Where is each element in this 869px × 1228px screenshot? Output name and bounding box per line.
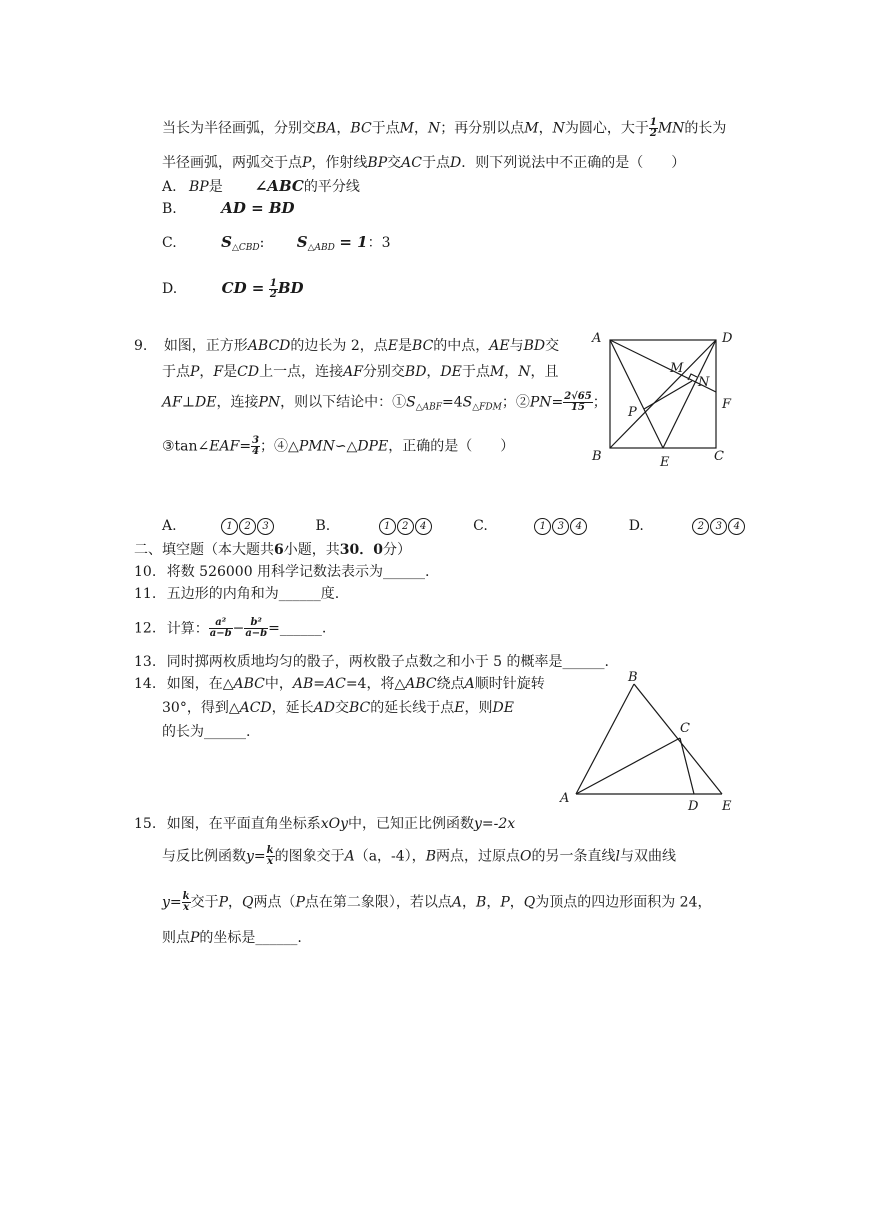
- math: ∠ABC: [254, 177, 304, 195]
- q9-line2: [162, 362, 558, 382]
- text: 与: [509, 338, 524, 354]
- question-number: 14.: [134, 676, 157, 692]
- text: N: [518, 364, 531, 380]
- text: PMN: [298, 438, 335, 455]
- math: △FDM: [472, 402, 502, 413]
- q14-line1: [134, 674, 545, 694]
- label-a: A: [592, 331, 602, 346]
- text: 如图，在△: [166, 676, 234, 692]
- label-e: E: [722, 799, 732, 813]
- text: ；②: [501, 394, 530, 411]
- text: P: [190, 364, 200, 380]
- text: 的另一条直线: [531, 848, 616, 865]
- text: ，作射线: [311, 155, 368, 171]
- text: 两点（: [253, 894, 296, 911]
- text: ABC: [405, 676, 437, 692]
- text: ACD: [239, 700, 272, 716]
- text: 同时掷两枚质地均匀的骰子，两枚骰子点数之和小于 5 的概率是______.: [166, 654, 609, 670]
- label-f: F: [722, 397, 732, 412]
- text: 上一点，连接: [259, 364, 344, 380]
- text: BD: [523, 338, 546, 354]
- q15-line2: [162, 846, 676, 867]
- text: P: [218, 894, 228, 911]
- text: 与双曲线: [619, 848, 676, 865]
- option-label: B.: [315, 518, 331, 534]
- text: AB=AC: [292, 676, 346, 692]
- q8-line2: [162, 153, 685, 173]
- text: EAF: [209, 438, 240, 455]
- q13: [134, 652, 609, 672]
- option-d-circles: 2 3 4: [692, 516, 746, 536]
- q8-option-a: [162, 176, 360, 197]
- fraction-half: $\frac{1}{2}$: [649, 117, 657, 139]
- math: BD: [277, 279, 304, 297]
- text: （a，-4），: [354, 848, 426, 865]
- text: ，且: [530, 364, 559, 380]
- math: = 1: [339, 233, 368, 251]
- label-c: C: [680, 721, 690, 736]
- text: AD: [313, 700, 335, 716]
- question-number: 9.: [134, 338, 148, 354]
- question-number: 11.: [134, 586, 157, 602]
- text: A: [344, 848, 355, 865]
- text: 是: [398, 338, 413, 354]
- option-label: A.: [162, 179, 177, 195]
- text: P: [500, 894, 510, 911]
- q8-line1: [162, 118, 726, 139]
- text: 二、填空题（本大题共: [134, 542, 274, 558]
- text: ，则: [464, 700, 493, 716]
- text: BC: [350, 120, 372, 137]
- text: CD: [237, 364, 260, 380]
- text: M: [524, 120, 539, 137]
- label-b: B: [592, 449, 602, 464]
- math: △ABF: [415, 402, 442, 413]
- text: A: [451, 894, 463, 911]
- text: ，延长: [271, 700, 314, 716]
- text: ，: [228, 894, 242, 911]
- text: ，: [336, 120, 351, 137]
- text: 将数 526000 用科学记数法表示为______.: [166, 564, 430, 580]
- text: 计算：: [166, 620, 209, 637]
- fraction-half: $\frac{1}{2}$: [269, 277, 277, 300]
- segment-ac: [576, 738, 680, 794]
- text: 顺时针旋转: [474, 676, 545, 692]
- text: 的长为______.: [162, 724, 251, 740]
- question-number: 10.: [134, 564, 157, 580]
- segment-ab: [576, 684, 634, 794]
- text: D: [449, 155, 462, 171]
- text: ∽△: [334, 438, 358, 455]
- text: BP: [367, 155, 388, 171]
- q9-line1: [134, 336, 559, 356]
- text: ：3: [367, 235, 391, 251]
- text: ；: [592, 394, 607, 411]
- text: 则点: [162, 930, 190, 946]
- text: P: [295, 894, 305, 911]
- text: ，正确的是（ ）: [388, 438, 515, 455]
- q9-line4: [162, 436, 514, 457]
- q8-option-d: [162, 278, 304, 300]
- option-a-circles: 1 2 3: [221, 516, 275, 536]
- option-label: A.: [162, 518, 177, 534]
- segment-ae: [610, 340, 663, 448]
- q9-line3: [162, 392, 607, 418]
- text: 与反比例函数: [162, 848, 246, 865]
- option-label: B.: [162, 201, 177, 217]
- text: =: [551, 394, 564, 411]
- text: 的延长线于点: [370, 700, 455, 716]
- math: CD =: [221, 279, 265, 297]
- text: 的边长为 2，点: [290, 338, 388, 354]
- text: ，: [509, 894, 524, 911]
- question-number: 12.: [134, 620, 157, 637]
- text: M: [399, 120, 415, 137]
- option-label: D.: [628, 518, 644, 534]
- text: MN: [657, 120, 685, 137]
- text: AF: [343, 364, 363, 380]
- text: =4，将△: [345, 676, 406, 692]
- text: 小题，共: [283, 542, 340, 558]
- fraction-a2: $\frac{\text{a²}}{a-b}$: [209, 617, 232, 639]
- text: E: [387, 338, 399, 354]
- text: 半径画弧，两弧交于点: [162, 155, 302, 171]
- text: BC: [412, 338, 434, 354]
- label-p: P: [628, 405, 637, 420]
- text: 的图象交于: [274, 848, 345, 865]
- q14-line2: [162, 698, 514, 718]
- label-b: B: [628, 670, 638, 685]
- text: PN: [258, 394, 281, 411]
- text: ⊥: [181, 394, 195, 411]
- text: Q: [523, 894, 536, 911]
- text: 交于: [190, 894, 219, 911]
- segment-cd: [680, 738, 694, 794]
- label-d: D: [688, 799, 699, 813]
- label-a: A: [560, 791, 570, 806]
- text: ，: [504, 364, 519, 380]
- text: 点在第二象限），若以点: [304, 894, 452, 911]
- text: 的中点，: [433, 338, 490, 354]
- text: −: [232, 620, 245, 637]
- label-c: C: [714, 449, 724, 464]
- math: =4: [442, 394, 463, 411]
- text: 为顶点的四边形面积为 24，: [535, 894, 712, 911]
- text: DE: [440, 364, 462, 380]
- q11: [134, 584, 339, 604]
- text: DPE: [357, 438, 389, 455]
- math: △CBD: [231, 243, 260, 253]
- text: 30°，得到△: [162, 700, 240, 716]
- text: ABCD: [247, 338, 291, 354]
- text: 两点，过原点: [435, 848, 520, 865]
- text: xOy: [320, 816, 349, 832]
- text: DE: [492, 700, 514, 716]
- text: 绕点: [436, 676, 465, 692]
- text: ；④△: [260, 438, 299, 455]
- label-m: M: [670, 361, 684, 376]
- text: 如图，正方形: [163, 338, 248, 354]
- text: 的坐标是______.: [199, 930, 302, 946]
- text: ，: [538, 120, 553, 137]
- text: BP: [189, 179, 209, 195]
- q10: [134, 562, 430, 582]
- math: S: [462, 394, 473, 411]
- option-b-circles: 1 2 4: [379, 516, 433, 536]
- label-d: D: [722, 331, 733, 346]
- segment-de: [663, 340, 716, 448]
- text: 为圆心，大于: [564, 120, 649, 137]
- text: l: [615, 848, 620, 865]
- text: 分）: [382, 542, 411, 558]
- math: S: [221, 233, 232, 251]
- text: y=: [162, 894, 182, 911]
- text: 的长为: [684, 120, 727, 137]
- text: M: [489, 364, 505, 380]
- text: E: [454, 700, 465, 716]
- q15-line4: [162, 928, 302, 948]
- text: 于点: [421, 155, 450, 171]
- text: =______.: [268, 620, 327, 637]
- text: 交: [387, 155, 402, 171]
- q15-line1: [134, 814, 515, 834]
- label-e: E: [660, 455, 670, 468]
- option-label: C.: [162, 235, 177, 251]
- text: B: [425, 848, 436, 865]
- text: F: [213, 364, 224, 380]
- fraction-k-x: $\frac{k}{x}$: [266, 845, 274, 867]
- text: A: [464, 676, 475, 692]
- text: ，: [486, 894, 501, 911]
- fraction-pn: $\frac{2√65}{15}$: [564, 391, 592, 413]
- text: ，: [426, 364, 441, 380]
- text: ，连接: [216, 394, 259, 411]
- section-2-title: [134, 540, 411, 560]
- text: ，: [199, 364, 214, 380]
- text: ，: [462, 894, 477, 911]
- text: ；再分别以点: [440, 120, 525, 137]
- question-number: 13.: [134, 654, 157, 670]
- text: B: [476, 894, 487, 911]
- text: P: [190, 930, 200, 946]
- text: 30．0: [339, 542, 383, 558]
- text: 的平分线: [303, 179, 360, 195]
- math: AD = BD: [221, 199, 295, 217]
- q15-line3: [162, 892, 712, 913]
- text: 中，已知正比例函数: [348, 816, 475, 832]
- text: 是: [223, 364, 238, 380]
- text: Q: [242, 894, 254, 911]
- fraction-tan: $\frac{3}{4}$: [252, 435, 260, 457]
- text: BD: [404, 364, 427, 380]
- text: ③tan∠: [162, 438, 210, 455]
- text: 于点: [371, 120, 400, 137]
- text: =: [239, 438, 252, 455]
- q8-option-c: [162, 232, 391, 258]
- text: 如图，在平面直角坐标系: [166, 816, 321, 832]
- q14-line3: [162, 722, 250, 742]
- text: DE: [195, 394, 217, 411]
- text: ABC: [233, 676, 265, 692]
- q9-options: [162, 516, 746, 536]
- math: △ABD: [307, 243, 335, 253]
- option-c-circles: 1 3 4: [534, 516, 588, 536]
- text: y=: [246, 848, 266, 865]
- text: 交: [334, 700, 349, 716]
- text: 五边形的内角和为______度.: [166, 586, 340, 602]
- q8-option-b: [162, 198, 295, 219]
- text: 分别交: [362, 364, 405, 380]
- text: AE: [489, 338, 510, 354]
- q14-triangle-figure: [556, 668, 746, 813]
- text: O: [519, 848, 532, 865]
- math: S: [406, 394, 416, 411]
- text: 于点: [461, 364, 490, 380]
- math: S: [296, 233, 308, 251]
- label-n: N: [698, 375, 710, 390]
- q9-square-figure: [588, 328, 738, 468]
- text: BA: [316, 120, 337, 137]
- question-number: 15.: [134, 816, 157, 832]
- text: P: [302, 155, 312, 171]
- q12: [134, 618, 326, 639]
- text: ，: [414, 120, 429, 137]
- text: 交: [545, 338, 560, 354]
- text: 于点: [162, 364, 190, 380]
- text: PN: [529, 394, 552, 411]
- text: AC: [401, 155, 422, 171]
- text: ．则下列说法中不正确的是（ ）: [461, 155, 686, 171]
- option-label: D.: [162, 281, 178, 297]
- text: N: [428, 120, 441, 137]
- text: 中，: [264, 676, 293, 692]
- text: 当长为半径画弧，分别交: [162, 120, 316, 137]
- text: 6: [274, 542, 284, 558]
- text: 是: [208, 179, 223, 195]
- fraction-k-x: $\frac{k}{x}$: [182, 891, 190, 913]
- text: y=-2x: [474, 816, 516, 832]
- text: AF: [162, 394, 182, 411]
- option-label: C.: [473, 518, 488, 534]
- text: :: [259, 235, 265, 251]
- text: N: [552, 120, 565, 137]
- fraction-b2: $\frac{\text{b²}}{a-b}$: [245, 617, 268, 639]
- segment-bd: [610, 340, 716, 448]
- text: ，则以下结论中：①: [280, 394, 407, 411]
- text: BC: [348, 700, 371, 716]
